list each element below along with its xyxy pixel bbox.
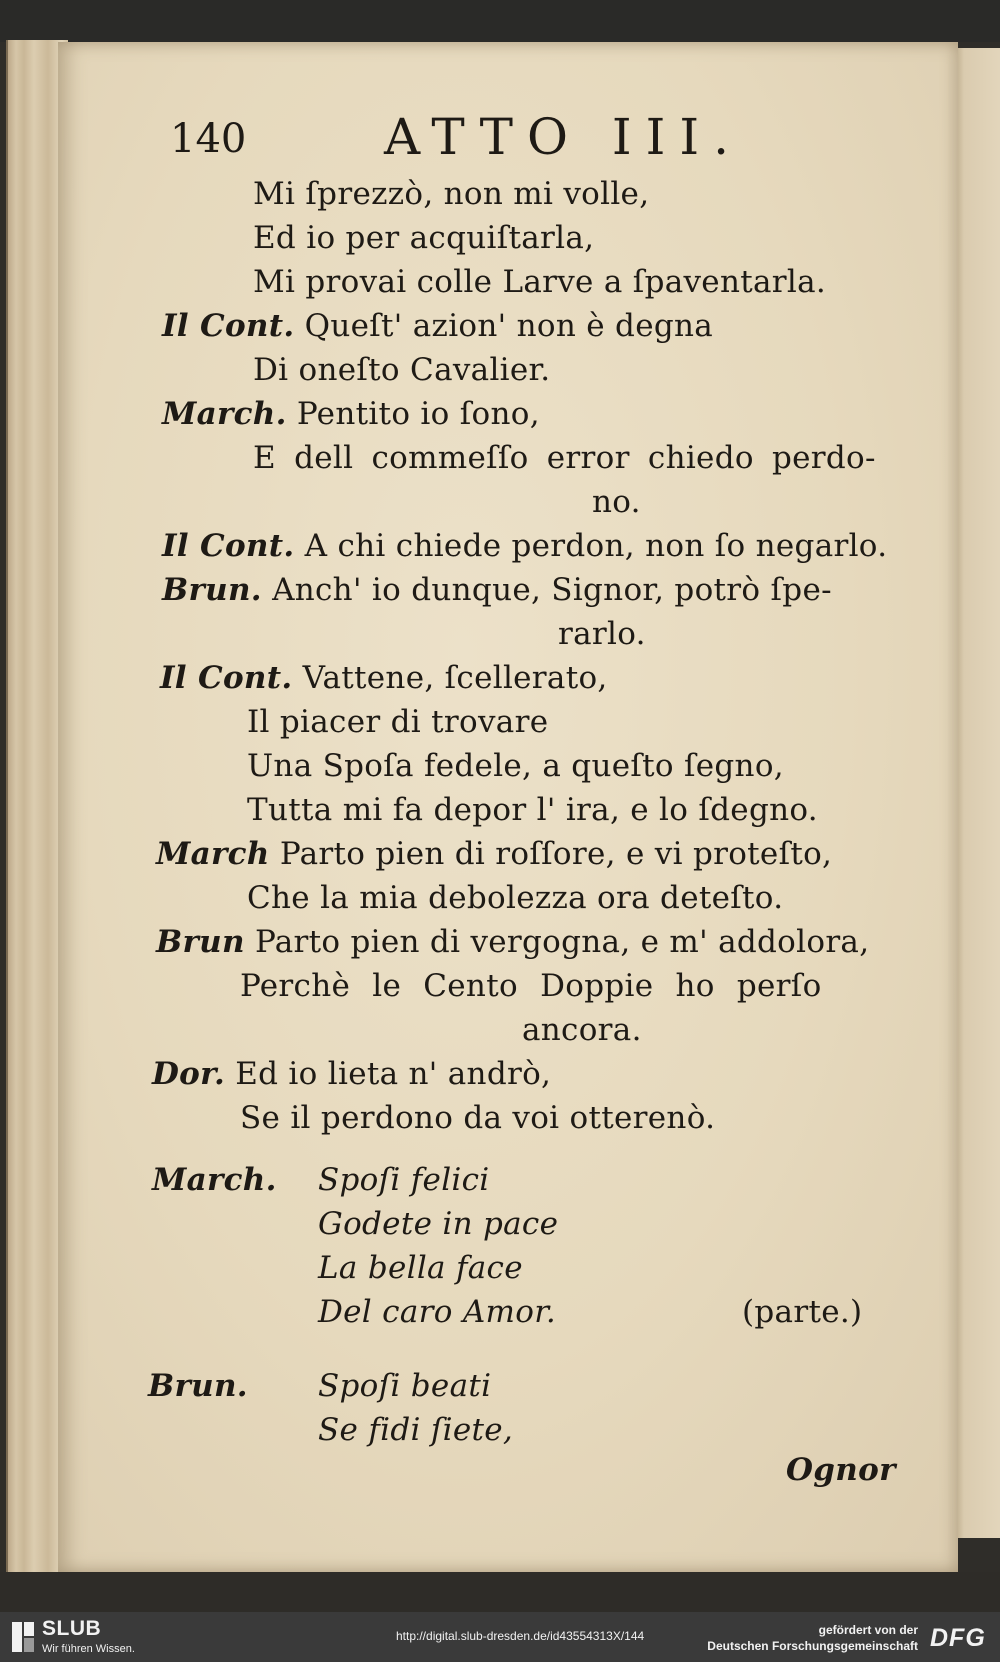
line-text: Che la mia debolezza ora deteſto. — [247, 880, 784, 916]
aria-line: La bella face — [318, 1250, 523, 1286]
text-line — [162, 308, 713, 344]
line-text: Ed io lieta n' andrò, — [235, 1056, 552, 1092]
line-text: Se il perdono da voi otterenò. — [240, 1100, 716, 1136]
aria-speaker: Brun. — [148, 1368, 248, 1404]
speaker-name: Brun. — [162, 572, 262, 608]
text-line — [522, 1012, 642, 1048]
viewer-footer — [0, 1612, 1000, 1662]
funding-organization: Deutschen Forschungsgemeinschaft — [707, 1639, 918, 1653]
line-text: no. — [592, 484, 641, 520]
funding-note: gefördert von der — [818, 1623, 918, 1637]
library-name[interactable]: SLUB — [42, 1617, 102, 1640]
line-text: E dell commeſſo error chiedo perdo- — [253, 440, 876, 476]
line-text: Tutta mi fa depor l' ira, e lo ſdegno. — [247, 792, 818, 828]
aria-line: Godete in pace — [318, 1206, 559, 1242]
slub-logo-icon — [10, 1620, 36, 1654]
text-line — [253, 440, 876, 476]
stage-direction: (parte.) — [742, 1294, 863, 1330]
text-line — [253, 176, 649, 212]
aria-line: Spoſi felici — [318, 1162, 490, 1198]
text-line — [247, 880, 783, 916]
line-text: Di oneſto Cavalier. — [253, 352, 551, 388]
aria-line: Spoſi beati — [318, 1368, 492, 1404]
text-line — [152, 1056, 551, 1092]
line-text: Parto pien di vergogna, e m' addolora, — [254, 924, 870, 960]
text-line — [247, 748, 784, 784]
text-line — [253, 220, 594, 256]
text-line — [253, 352, 550, 388]
line-text: Vattene, ſcellerato, — [302, 660, 608, 696]
line-text: Ed io per acquiſtarla, — [253, 220, 595, 256]
line-text: Perchè le Cento Doppie ho perſo — [240, 968, 822, 1004]
speaker-name: Brun — [156, 924, 245, 960]
catchword: Ognor — [786, 1452, 896, 1488]
aria-line: Se fidi ſiete, — [318, 1412, 514, 1448]
text-line — [160, 660, 608, 696]
text-line — [240, 968, 822, 1004]
line-text: Mi provai colle Larve a ſpaventarla. — [253, 264, 827, 300]
line-text: Il piacer di trovare — [247, 704, 549, 740]
speaker-name: March — [156, 836, 270, 872]
text-line — [592, 484, 641, 520]
line-text: Mi ſprezzò, non mi volle, — [253, 176, 650, 212]
speaker-name: Il Cont. — [160, 660, 293, 696]
line-text: Anch' io dunque, Signor, potrò ſpe- — [272, 572, 832, 608]
aria-speaker: March. — [152, 1162, 277, 1198]
library-tagline: Wir führen Wissen. — [42, 1643, 135, 1655]
line-text: Parto pien di roſſore, e vi proteſto, — [279, 836, 833, 872]
speaker-name: Il Cont. — [162, 308, 295, 344]
text-line — [247, 704, 548, 740]
text-line — [247, 792, 818, 828]
text-line — [162, 528, 887, 564]
line-text: Pentito io ſono, — [296, 396, 540, 432]
text-line — [162, 572, 832, 608]
line-text: Una Spoſa fedele, a queſto ſegno, — [247, 748, 784, 784]
line-text: A chi chiede perdon, non ſo negarlo. — [304, 528, 888, 564]
scan-bottom-edge — [0, 1572, 1000, 1612]
permalink-url[interactable]: http://digital.slub-dresden.de/id43554313X/144 — [396, 1629, 645, 1643]
line-text: ancora. — [522, 1012, 642, 1048]
text-line — [156, 836, 832, 872]
speaker-name: March. — [162, 396, 287, 432]
page-number: 140 — [170, 116, 247, 162]
line-text: rarlo. — [558, 616, 646, 652]
speaker-name: Dor. — [152, 1056, 226, 1092]
speaker-name: Il Cont. — [162, 528, 295, 564]
text-line — [156, 924, 869, 960]
dfg-logo[interactable]: DFG — [930, 1624, 986, 1652]
scan-top-edge — [0, 0, 1000, 42]
aria-line: Del caro Amor. — [318, 1294, 557, 1330]
line-text: Queſt' azion' non è degna — [304, 308, 714, 344]
text-line — [253, 264, 826, 300]
text-line — [558, 616, 646, 652]
text-line — [240, 1100, 715, 1136]
text-line — [162, 396, 540, 432]
page-header: ATTO III. — [384, 108, 744, 166]
